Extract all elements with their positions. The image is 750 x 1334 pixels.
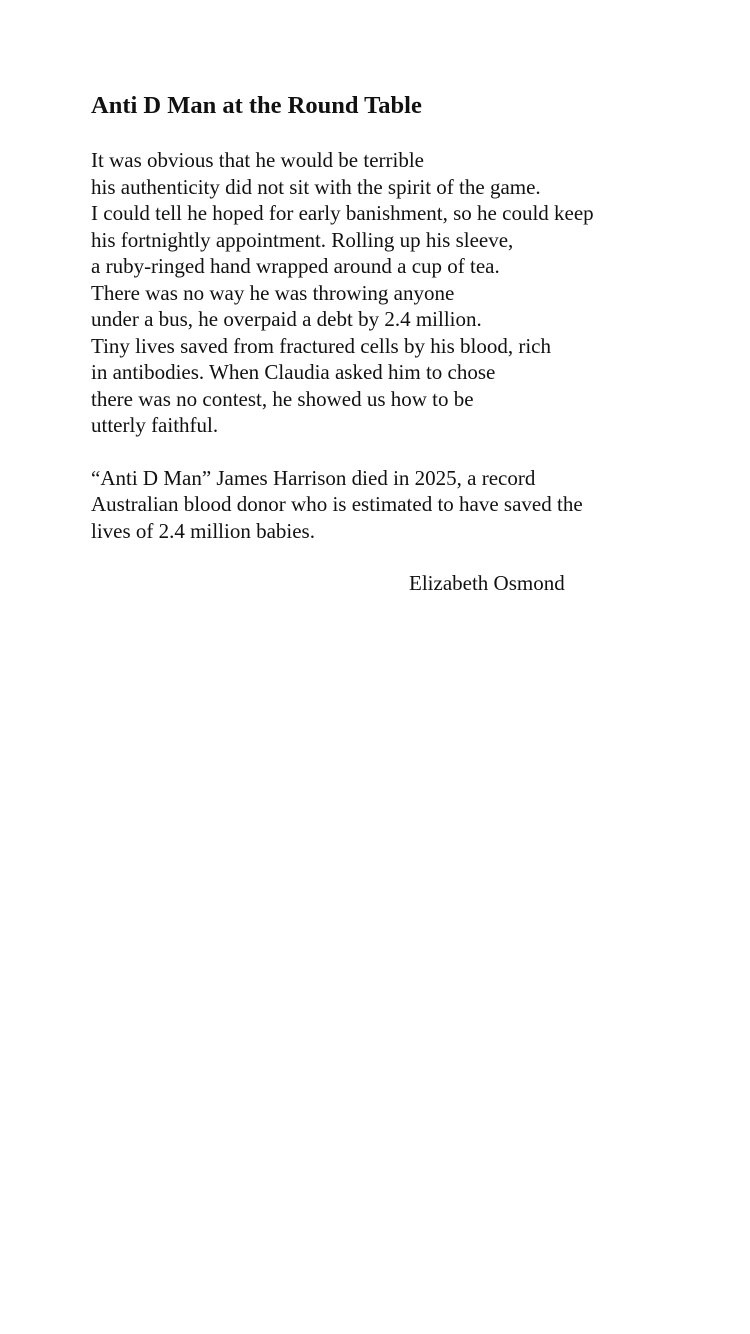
poem-line: under a bus, he overpaid a debt by 2.4 million.: [91, 307, 482, 331]
poem-line: I could tell he hoped for early banishment, so he could keep: [91, 201, 594, 225]
footnote-line: “Anti D Man” James Harrison died in 2025, a record: [91, 465, 536, 490]
poem-page: [91, 90, 691, 597]
poem-line: his authenticity did not sit with the spirit of the game.: [91, 174, 541, 199]
footnote: [91, 465, 691, 545]
poem-stanza: [91, 147, 691, 439]
poem-title: Anti D Man at the Round Table: [91, 92, 422, 119]
footnote-line: lives of 2.4 million babies.: [91, 518, 315, 543]
poem-line: in antibodies. When Claudia asked him to chose: [91, 360, 496, 384]
poem-line: It was obvious that he would be terrible: [91, 148, 425, 172]
footnote-line: Australian blood donor who is estimated to have saved the: [91, 492, 583, 516]
author-name: Elizabeth Osmond: [409, 571, 565, 595]
poem-line: his fortnightly appointment. Rolling up his sleeve,: [91, 227, 514, 252]
poem-line: there was no contest, he showed us how to be: [91, 386, 474, 411]
poem-line: utterly faithful.: [91, 413, 219, 437]
poem-line: Tiny lives saved from fractured cells by his blood, rich: [91, 333, 551, 358]
poem-line: There was no way he was throwing anyone: [91, 280, 455, 305]
poem-line: a ruby-ringed hand wrapped around a cup of tea.: [91, 254, 500, 278]
